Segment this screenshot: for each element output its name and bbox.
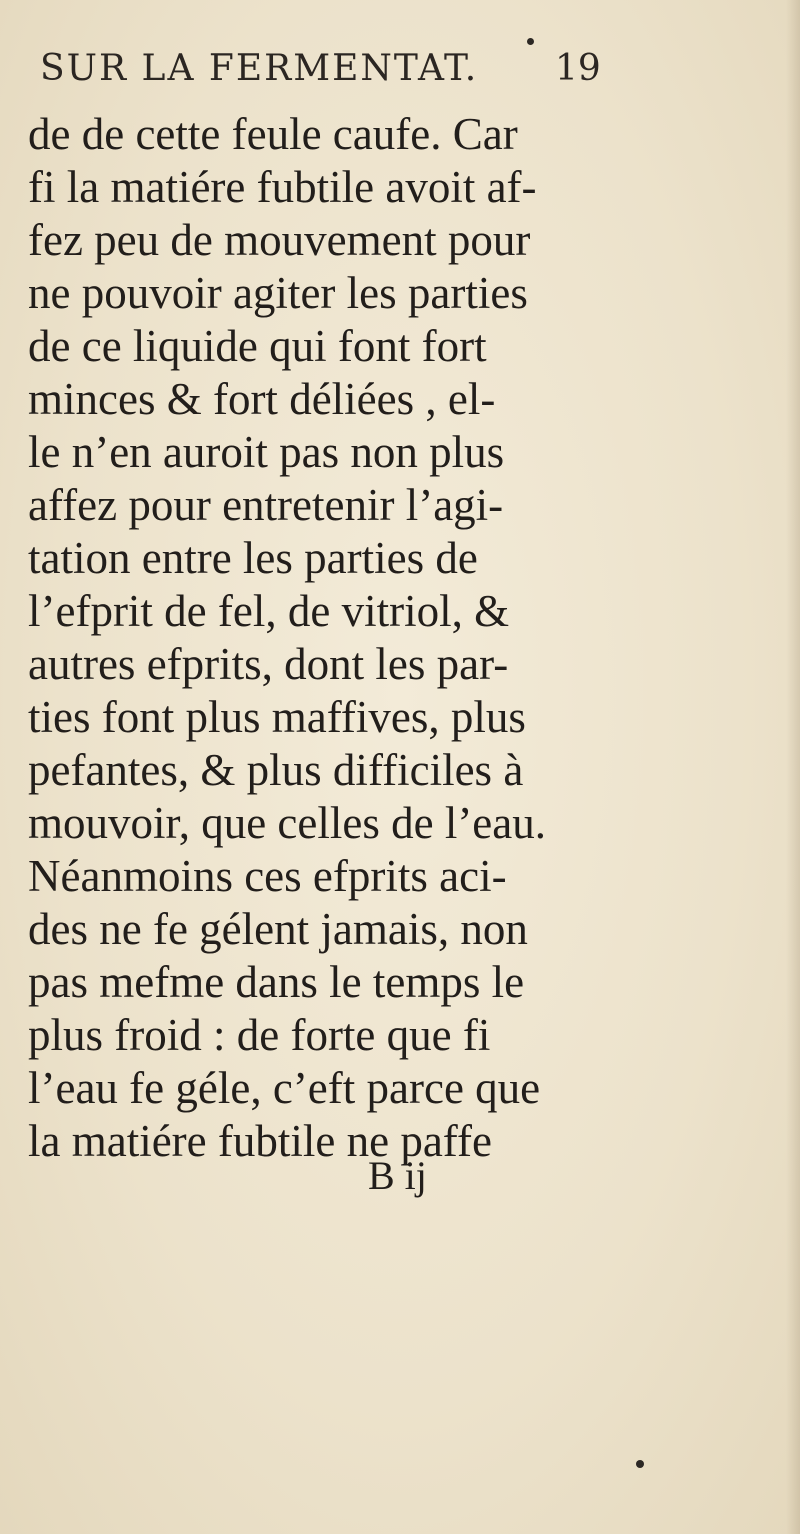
ink-speck [527, 38, 534, 45]
text-line: de de cette feule caufe. Car [28, 109, 518, 159]
signature-mark: B ij [368, 1153, 427, 1198]
text-line: autres efprits, dont les par- [28, 639, 509, 689]
text-line: plus froid : de forte que fi [28, 1010, 491, 1060]
text-line: des ne fe gélent jamais, non [28, 904, 528, 954]
text-line: ties font plus maffives, plus [28, 692, 526, 742]
text-line: tation entre les parties de [28, 533, 478, 583]
page-edge-shadow [786, 0, 800, 1534]
text-line: pefantes, & plus difficiles à [28, 745, 524, 795]
text-line: la matiére fubtile ne paffe [28, 1116, 492, 1166]
text-line: fez peu de mouvement pour [28, 215, 531, 265]
text-line: Néanmoins ces efprits aci- [28, 851, 507, 901]
text-line: ne pouvoir agiter les parties [28, 268, 528, 318]
text-line: l’eau fe géle, c’eft parce que [28, 1063, 541, 1113]
text-line: l’efprit de fel, de vitriol, & [28, 586, 510, 636]
text-line: minces & fort déliées , el- [28, 374, 496, 424]
text-line: mouvoir, que celles de l’eau. [28, 798, 547, 848]
text-line: pas mefme dans le temps le [28, 957, 525, 1007]
running-head [40, 48, 600, 98]
text-line: affez pour entretenir l’agi- [28, 480, 504, 530]
running-title: SUR LA FERMENTAT. [40, 48, 479, 89]
body-text [28, 108, 608, 1168]
ink-speck [636, 1460, 644, 1468]
page-number: 19 [555, 48, 601, 89]
text-line: fi la matiére fubtile avoit af- [28, 162, 537, 212]
text-line: de ce liquide qui font fort [28, 321, 487, 371]
text-line: le n’en auroit pas non plus [28, 427, 505, 477]
